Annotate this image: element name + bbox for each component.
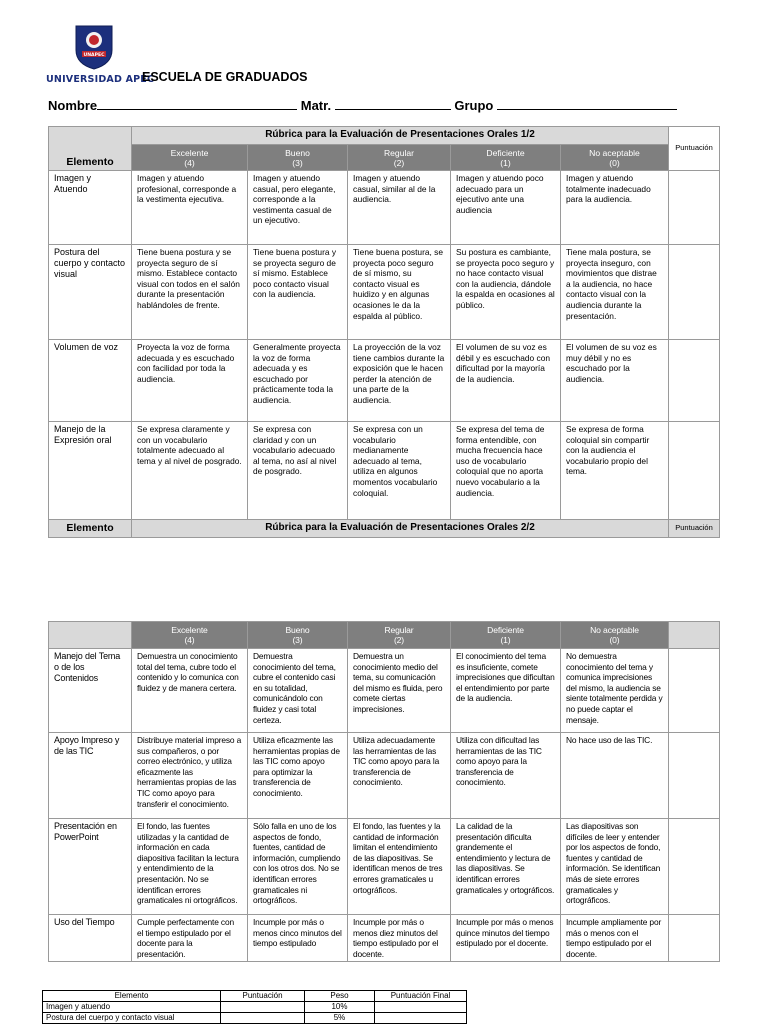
descriptor-cell: Incumple por más o menos diez minutos del tiempo estipulado por el docente. — [348, 915, 451, 962]
descriptor-cell: Imagen y atuendo poco adecuado para un ejecutivo ante una audiencia — [451, 171, 561, 245]
level-header — [348, 622, 451, 649]
criterion-cell: Uso del Tiempo — [49, 915, 132, 962]
rubric-title: Rúbrica para la Evaluación de Presentaciones Orales 1/2 — [132, 127, 669, 145]
level-points: (1) — [500, 157, 511, 168]
footer-rubric-title: Rúbrica para la Evaluación de Presentaciones Orales 2/2 — [132, 520, 669, 538]
level-name: Regular — [384, 625, 414, 635]
rubric-row — [49, 422, 720, 520]
rubric-row — [49, 245, 720, 340]
descriptor-cell: No demuestra conocimiento del tema y comunica imprecisiones del mismo, la audiencia se siente totalmente perdida y no puede captar el mensaje. — [561, 649, 669, 733]
rubric-row — [49, 819, 720, 915]
descriptor-cell: Imagen y atuendo totalmente inadecuado para la audiencia. — [561, 171, 669, 245]
level-name: Regular — [383, 147, 415, 158]
score-cell[interactable] — [669, 819, 720, 915]
score-header-blank — [669, 622, 720, 649]
criterion-cell: Manejo del Tema o de los Contenidos — [49, 649, 132, 733]
descriptor-cell: El volumen de su voz es débil y es escuchado con dificultad por la mayoría de la audiencia. — [451, 340, 561, 422]
rubric-row — [49, 649, 720, 733]
descriptor-cell: No hace uso de las TIC. — [561, 733, 669, 819]
level-name: Deficiente — [487, 625, 524, 635]
descriptor-cell: Tiene mala postura, se proyecta inseguro, con movimientos que distrae a la audiencia, no hace contacto visual con la audiencia durante la presentación. — [561, 245, 669, 340]
descriptor-cell: Se expresa de forma coloquial sin compartir con la audiencia el vocabulario propio del tema. — [561, 422, 669, 520]
descriptor-cell: Se expresa claramente y con un vocabulario totalmente adecuado al tema y al nivel de posgrado. — [132, 422, 248, 520]
level-name: Excelente — [170, 147, 209, 158]
level-name: No aceptable — [590, 625, 639, 635]
descriptor-cell: Tiene buena postura y se proyecta seguro de sí mismo. Establece contacto visual con todos en el salón durante la presentación hablándoles de frente. — [132, 245, 248, 340]
rubric-table-2 — [48, 621, 720, 962]
descriptor-cell: Incumple por más o menos quince minutos del tiempo estipulado por el docente. — [451, 915, 561, 962]
score-table-header: Elemento — [43, 991, 221, 1002]
level-header — [451, 145, 561, 171]
level-header — [451, 622, 561, 649]
level-points: (1) — [500, 635, 511, 645]
student-info-line — [48, 98, 677, 113]
criterion-cell: Imagen y Atuendo — [49, 171, 132, 245]
university-logo — [46, 24, 155, 85]
score-table-row — [43, 1013, 467, 1024]
score-value-cell[interactable] — [221, 1013, 305, 1024]
score-table-header: Puntuación Final — [375, 991, 467, 1002]
score-cell[interactable] — [669, 733, 720, 819]
score-cell[interactable] — [669, 649, 720, 733]
level-points: (3) — [292, 157, 303, 168]
descriptor-cell: Distribuye material impreso a sus compañeros, o por correo electrónico, y utiliza eficazmente las herramientas propias de las TIC como apoyo para transferir el conocimiento. — [132, 733, 248, 819]
descriptor-cell: Proyecta la voz de forma adecuada y es escuchado con facilidad por toda la audiencia. — [132, 340, 248, 422]
descriptor-cell: Demuestra un conocimiento total del tema, cubre todo el contenido y lo comunica con fluidez y de manera certera. — [132, 649, 248, 733]
level-points: (0) — [609, 157, 620, 168]
score-table-header: Puntuación — [221, 991, 305, 1002]
level-header — [348, 145, 451, 171]
descriptor-cell: Se expresa del tema de forma entendible, con mucha frecuencia hace uso de vocabulario coloquial que no aporta nuevo vocabulario a la audiencia. — [451, 422, 561, 520]
level-header — [132, 622, 248, 649]
level-name: Excelente — [171, 625, 208, 635]
descriptor-cell: Sólo falla en uno de los aspectos de fondo, fuentes, cantidad de información, cumpliendo con los otros dos. No se identifican errores gramaticales ni ortográficos. — [248, 819, 348, 915]
level-name: No aceptable — [589, 147, 640, 158]
level-name: Bueno — [285, 625, 310, 635]
descriptor-cell: Imagen y atuendo casual, pero elegante, corresponde a la vestimenta casual de un ejecutivo. — [248, 171, 348, 245]
criterion-cell: Volumen de voz — [49, 340, 132, 422]
score-element-cell: Imagen y atuendo — [43, 1002, 221, 1013]
level-header — [248, 622, 348, 649]
unapec-shield-icon — [74, 24, 114, 70]
level-points: (4) — [184, 635, 195, 645]
descriptor-cell: El fondo, las fuentes utilizadas y la cantidad de información en cada diapositiva facilitan la lectura y entendimiento de la presentación. No se identifican errores gramaticales ni ortográficos. — [132, 819, 248, 915]
criterion-cell: Postura del cuerpo y contacto visual — [49, 245, 132, 340]
criterion-cell: Manejo de la Expresión oral — [49, 422, 132, 520]
grupo-field[interactable] — [497, 98, 677, 110]
descriptor-cell: Tiene buena postura y se proyecta seguro de sí mismo. Establece poco contacto visual con la audiencia. — [248, 245, 348, 340]
rubric-row — [49, 733, 720, 819]
level-points: (2) — [393, 635, 405, 645]
level-header — [561, 145, 669, 171]
descriptor-cell: El volumen de su voz es muy débil y no es escuchado por la audiencia. — [561, 340, 669, 422]
score-cell[interactable] — [669, 915, 720, 962]
footer-score-header: Puntuación — [669, 520, 720, 538]
descriptor-cell: Utiliza adecuadamente las herramientas de las TIC como apoyo para la transferencia de conocimiento. — [348, 733, 451, 819]
descriptor-cell: Imagen y atuendo casual, similar al de la audiencia. — [348, 171, 451, 245]
level-name: Bueno — [285, 147, 310, 158]
descriptor-cell: Demuestra un conocimiento medio del tema, su comunicación del mismo es fluida, pero comete ciertas imprecisiones. — [348, 649, 451, 733]
descriptor-cell: Cumple perfectamente con el tiempo estipulado por el docente para la presentación. — [132, 915, 248, 962]
score-weight-cell: 10% — [305, 1002, 375, 1013]
descriptor-cell: Su postura es cambiante, se proyecta poco seguro y no hace contacto visual con la audiencia, dándole la espalda en ocasiones al público. — [451, 245, 561, 340]
descriptor-cell: Las diapositivas son difíciles de leer y entender por los aspectos de fondo, fuentes y cantidad de información. Se identifican más de siete errores gramaticales y ortográficos. — [561, 819, 669, 915]
matr-field[interactable] — [335, 98, 451, 110]
descriptor-cell: Incumple por más o menos cinco minutos del tiempo estipulado — [248, 915, 348, 962]
level-points: (0) — [609, 635, 620, 645]
element-header: Elemento — [49, 127, 132, 171]
school-title: ESCUELA DE GRADUADOS — [142, 70, 308, 84]
descriptor-cell: Generalmente proyecta la voz de forma adecuada y es escuchado por prácticamente toda la audiencia. — [248, 340, 348, 422]
descriptor-cell: La calidad de la presentación dificulta grandemente el entendimiento y lectura de las diapositivas. Se identifican errores gramaticales y ortográficos. — [451, 819, 561, 915]
grupo-label: Grupo — [454, 98, 494, 113]
descriptor-cell: El fondo, las fuentes y la cantidad de información limitan el entendimiento de las diapositivas. Se identifican menos de tres errores gramaticales u ortográficos. — [348, 819, 451, 915]
criterion-cell: Apoyo Impreso y de las TIC — [49, 733, 132, 819]
descriptor-cell: Imagen y atuendo profesional, corresponde a la vestimenta ejecutiva. — [132, 171, 248, 245]
level-header — [248, 145, 348, 171]
score-value-cell[interactable] — [221, 1002, 305, 1013]
descriptor-cell: Utiliza eficazmente las herramientas propias de las TIC como apoyo para optimizar la transferencia de conocimiento. — [248, 733, 348, 819]
level-points: (3) — [292, 635, 303, 645]
rubric-table-1 — [48, 126, 720, 538]
nombre-field[interactable] — [97, 98, 297, 110]
score-cell[interactable] — [669, 245, 720, 340]
score-cell[interactable] — [669, 340, 720, 422]
descriptor-cell: Utiliza con dificultad las herramientas de las TIC como apoyo para la transferencia de conocimiento. — [451, 733, 561, 819]
level-points: (2) — [393, 157, 405, 168]
descriptor-cell: La proyección de la voz tiene cambios durante la exposición que le hacen perder la atención de una parte de la audiencia. — [348, 340, 451, 422]
score-weight-cell: 5% — [305, 1013, 375, 1024]
level-points: (4) — [184, 157, 195, 168]
score-final-cell[interactable] — [375, 1013, 467, 1024]
matr-label: Matr. — [300, 98, 332, 113]
score-table-row — [43, 1002, 467, 1013]
criterion-header-blank — [49, 622, 132, 649]
descriptor-cell: Se expresa con claridad y con un vocabulario adecuado al tema, no así al nivel de posgrado. — [248, 422, 348, 520]
rubric-row — [49, 171, 720, 245]
score-element-cell: Postura del cuerpo y contacto visual — [43, 1013, 221, 1024]
level-header — [561, 622, 669, 649]
score-final-cell[interactable] — [375, 1002, 467, 1013]
descriptor-cell: Incumple ampliamente por más o menos con el tiempo estipulado por el docente. — [561, 915, 669, 962]
score-cell[interactable] — [669, 422, 720, 520]
footer-element-header: Elemento — [49, 520, 132, 538]
level-header — [132, 145, 248, 171]
level-name: Deficiente — [486, 147, 525, 158]
descriptor-cell: Tiene buena postura, se proyecta poco seguro de sí mismo, su contacto visual es huidizo y en algunas ocasiones le da la espalda al público. — [348, 245, 451, 340]
university-name: UNIVERSIDAD APEC — [46, 74, 155, 85]
rubric-row — [49, 340, 720, 422]
score-cell[interactable] — [669, 171, 720, 245]
descriptor-cell: Demuestra conocimiento del tema, cubre el contenido casi en su totalidad, comunicándolo con fluidez y casi total certeza. — [248, 649, 348, 733]
descriptor-cell: El conocimiento del tema es insuficiente, comete imprecisiones que dificultan el entendimiento por parte de la audiencia. — [451, 649, 561, 733]
final-score-table — [42, 990, 467, 1024]
score-header: Puntuación — [669, 127, 720, 171]
descriptor-cell: Se expresa con un vocabulario medianamente adecuado al tema, utiliza en algunos momentos vocabulario coloquial. — [348, 422, 451, 520]
criterion-cell: Presentación en PowerPoint — [49, 819, 132, 915]
logo-text: UNAPEC — [83, 53, 105, 58]
score-table-header: Peso — [305, 991, 375, 1002]
rubric-row — [49, 915, 720, 962]
nombre-label: Nombre — [48, 98, 98, 113]
